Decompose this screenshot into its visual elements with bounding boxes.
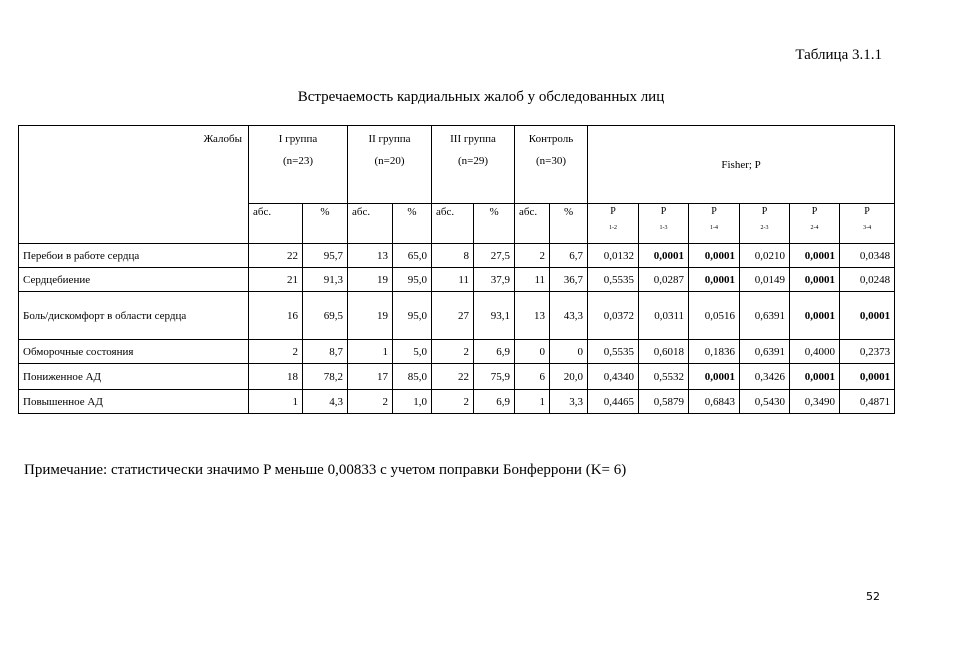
p-sub-label: 2-4 [810, 225, 819, 231]
abs-value: 2 [432, 390, 474, 414]
p-value: 0,3490 [790, 390, 840, 414]
pct-value: 91,3 [303, 268, 348, 292]
header-abs: абс. [348, 204, 393, 244]
pct-value: 95,7 [303, 244, 348, 268]
p-value: 0,0287 [639, 268, 689, 292]
p-label: P [761, 206, 768, 217]
p-label: P [811, 206, 818, 217]
table-row [19, 390, 895, 414]
abs-value: 1 [249, 390, 303, 414]
p-value: 0,0311 [639, 292, 689, 340]
abs-value: 0 [515, 340, 550, 364]
table-row [19, 292, 895, 340]
abs-value: 2 [432, 340, 474, 364]
p-value: 0,0001 [639, 244, 689, 268]
p-value: 0,0001 [840, 364, 895, 390]
header-fisher: Fisher; P [588, 126, 895, 204]
group-size: (n=20) [374, 155, 405, 167]
table-row [19, 340, 895, 364]
p-value: 0,5532 [639, 364, 689, 390]
header-p-2-4 [790, 204, 840, 244]
abs-value: 17 [348, 364, 393, 390]
header-pct: % [550, 204, 588, 244]
pct-value: 0 [550, 340, 588, 364]
p-value: 0,6843 [689, 390, 740, 414]
header-abs: абс. [515, 204, 550, 244]
p-label: P [610, 206, 616, 217]
abs-value: 2 [515, 244, 550, 268]
p-value: 0,0210 [740, 244, 790, 268]
p-label: P [660, 206, 667, 217]
header-p-1-2 [588, 204, 639, 244]
table-row [19, 364, 895, 390]
pct-value: 95,0 [393, 268, 432, 292]
header-pct: % [474, 204, 515, 244]
group-name: III группа [450, 133, 496, 145]
header-pct: % [303, 204, 348, 244]
abs-value: 19 [348, 268, 393, 292]
p-value: 0,6391 [740, 292, 790, 340]
p-value: 0,1836 [689, 340, 740, 364]
p-value: 0,4465 [588, 390, 639, 414]
p-value: 0,5879 [639, 390, 689, 414]
pct-value: 78,2 [303, 364, 348, 390]
p-sub-label: 1-4 [710, 225, 719, 231]
complaint-name: Сердцебиение [19, 268, 249, 292]
p-label: P [711, 206, 717, 217]
header-pct: % [393, 204, 432, 244]
pct-value: 6,9 [474, 390, 515, 414]
pct-value: 85,0 [393, 364, 432, 390]
pct-value: 43,3 [550, 292, 588, 340]
abs-value: 1 [515, 390, 550, 414]
header-p-3-4 [840, 204, 895, 244]
p-value: 0,0001 [689, 364, 740, 390]
pct-value: 20,0 [550, 364, 588, 390]
p-value: 0,2373 [840, 340, 895, 364]
group-size: (n=29) [458, 155, 489, 167]
p-sub-label: 3-4 [863, 225, 872, 231]
complaints-table [18, 125, 895, 414]
complaint-name: Перебои в работе сердца [19, 244, 249, 268]
table-caption: Встречаемость кардиальных жалоб у обследованных лиц [297, 89, 665, 105]
abs-value: 2 [249, 340, 303, 364]
header-row-groups [19, 126, 895, 204]
abs-value: 1 [348, 340, 393, 364]
header-group-3 [432, 126, 515, 204]
p-value: 0,0248 [840, 268, 895, 292]
complaint-name: Боль/дискомфорт в области сердца [19, 292, 249, 340]
abs-value: 8 [432, 244, 474, 268]
pct-value: 4,3 [303, 390, 348, 414]
header-p-1-3 [639, 204, 689, 244]
pct-value: 37,9 [474, 268, 515, 292]
pct-value: 93,1 [474, 292, 515, 340]
header-complaints: Жалобы [19, 126, 249, 244]
abs-value: 11 [515, 268, 550, 292]
pct-value: 65,0 [393, 244, 432, 268]
p-label: P [864, 206, 870, 217]
pct-value: 75,9 [474, 364, 515, 390]
p-value: 0,3426 [740, 364, 790, 390]
p-value: 0,0001 [840, 292, 895, 340]
abs-value: 22 [249, 244, 303, 268]
p-value: 0,6391 [740, 340, 790, 364]
header-abs: абс. [432, 204, 474, 244]
abs-value: 18 [249, 364, 303, 390]
complaint-name: Пониженное АД [19, 364, 249, 390]
p-sub-label: 1-3 [659, 225, 668, 231]
header-p-2-3 [740, 204, 790, 244]
abs-value: 11 [432, 268, 474, 292]
abs-value: 19 [348, 292, 393, 340]
p-value: 0,0348 [840, 244, 895, 268]
pct-value: 27,5 [474, 244, 515, 268]
group-size: (n=23) [282, 155, 314, 167]
abs-value: 6 [515, 364, 550, 390]
abs-value: 27 [432, 292, 474, 340]
header-p-1-4 [689, 204, 740, 244]
p-value: 0,0149 [740, 268, 790, 292]
p-value: 0,0001 [689, 268, 740, 292]
table-body [19, 244, 895, 414]
pct-value: 36,7 [550, 268, 588, 292]
p-value: 0,4000 [790, 340, 840, 364]
p-value: 0,0001 [790, 364, 840, 390]
p-sub-label: 2-3 [760, 225, 769, 231]
header-group-control [515, 126, 588, 204]
pct-value: 69,5 [303, 292, 348, 340]
group-name: I группа [278, 133, 318, 145]
p-sub-label: 1-2 [609, 225, 618, 231]
pct-value: 1,0 [393, 390, 432, 414]
page-number: 52 [866, 590, 880, 603]
header-abs: абс. [249, 204, 303, 244]
p-value: 0,0132 [588, 244, 639, 268]
p-value: 0,0001 [790, 268, 840, 292]
header-group-1 [249, 126, 348, 204]
p-value: 0,5535 [588, 340, 639, 364]
group-size: (n=30) [536, 155, 567, 167]
p-value: 0,0372 [588, 292, 639, 340]
abs-value: 22 [432, 364, 474, 390]
abs-value: 21 [249, 268, 303, 292]
table-number: Таблица 3.1.1 [795, 47, 882, 63]
pct-value: 95,0 [393, 292, 432, 340]
abs-value: 13 [348, 244, 393, 268]
abs-value: 2 [348, 390, 393, 414]
p-value: 0,5535 [588, 268, 639, 292]
abs-value: 13 [515, 292, 550, 340]
pct-value: 6,9 [474, 340, 515, 364]
pct-value: 6,7 [550, 244, 588, 268]
p-value: 0,5430 [740, 390, 790, 414]
table-row [19, 268, 895, 292]
group-name: II группа [368, 133, 411, 145]
table-note: Примечание: статистически значимо P меньше 0,00833 с учетом поправки Бонферрони (K= 6) [24, 462, 627, 478]
pct-value: 3,3 [550, 390, 588, 414]
complaint-name: Обморочные состояния [19, 340, 249, 364]
pct-value: 8,7 [303, 340, 348, 364]
p-value: 0,0001 [790, 292, 840, 340]
header-group-2 [348, 126, 432, 204]
abs-value: 16 [249, 292, 303, 340]
pct-value: 5,0 [393, 340, 432, 364]
group-name: Контроль [528, 133, 574, 145]
p-value: 0,0516 [689, 292, 740, 340]
p-value: 0,4871 [840, 390, 895, 414]
complaint-name: Повышенное АД [19, 390, 249, 414]
table-row [19, 244, 895, 268]
p-value: 0,6018 [639, 340, 689, 364]
p-value: 0,4340 [588, 364, 639, 390]
p-value: 0,0001 [790, 244, 840, 268]
p-value: 0,0001 [689, 244, 740, 268]
